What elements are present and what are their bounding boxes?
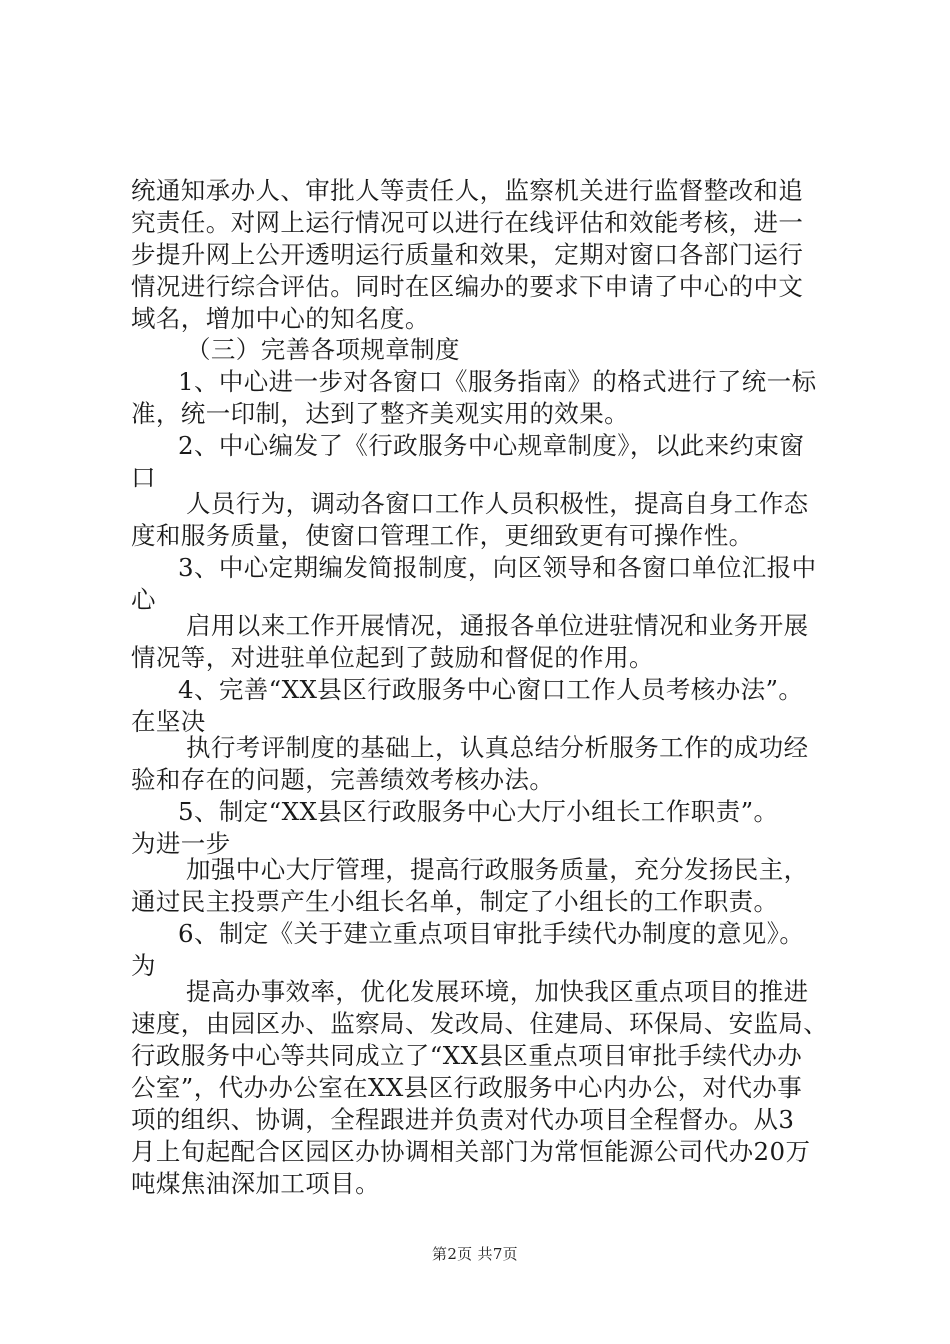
text-line: 提高办事效率，优化发展环境，加快我区重点项目的推进 bbox=[186, 977, 809, 1006]
text-line: 速度，由园区办、监察局、发改局、住建局、环保局、安监局、 bbox=[131, 1009, 829, 1038]
text-line: 通过民主投票产生小组长名单，制定了小组长的工作职责。 bbox=[131, 887, 779, 916]
text-line: 域名，增加中心的知名度。 bbox=[131, 304, 430, 333]
text-line: 4、完善“XX县区行政服务中心窗口工作人员考核办法”。 bbox=[178, 675, 804, 704]
text-line: 步提升网上公开透明运行质量和效果，定期对窗口各部门运行 bbox=[131, 240, 804, 269]
text-line: 人员行为，调动各窗口工作人员积极性，提高自身工作态 bbox=[186, 489, 809, 518]
text-line: 为 bbox=[131, 951, 156, 980]
text-line: 准，统一印制，达到了整齐美观实用的效果。 bbox=[131, 399, 629, 428]
text-line: 情况进行综合评估。同时在区编办的要求下申请了中心的中文 bbox=[131, 272, 804, 301]
text-line: 2、中心编发了《行政服务中心规章制度》，以此来约束窗 bbox=[178, 431, 805, 460]
text-line: 验和存在的问题，完善绩效考核办法。 bbox=[131, 765, 555, 794]
text-line: 3、中心定期编发简报制度，向区领导和各窗口单位汇报中 bbox=[178, 553, 817, 582]
text-line: 情况等，对进驻单位起到了鼓励和督促的作用。 bbox=[131, 643, 654, 672]
text-line: 为进一步 bbox=[131, 829, 231, 858]
page-footer: 第2页 共7页 bbox=[432, 1245, 518, 1263]
text-line: 吨煤焦油深加工项目。 bbox=[131, 1169, 380, 1198]
text-line: 行政服务中心等共同成立了“XX县区重点项目审批手续代办办 bbox=[131, 1041, 803, 1070]
text-line: 统通知承办人、审批人等责任人，监察机关进行监督整改和追 bbox=[131, 176, 804, 205]
text-line: 6、制定《关于建立重点项目审批手续代办制度的意见》。 bbox=[178, 919, 805, 948]
text-line: 在坚决 bbox=[131, 707, 206, 736]
text-line: 启用以来工作开展情况，通报各单位进驻情况和业务开展 bbox=[186, 611, 809, 640]
text-line: 1、中心进一步对各窗口《服务指南》的格式进行了统一标 bbox=[178, 367, 817, 396]
text-line: 项的组织、协调，全程跟进并负责对代办项目全程督办。从3 bbox=[131, 1105, 795, 1134]
text-line: 公室”，代办办公室在XX县区行政服务中心内办公，对代办事 bbox=[131, 1073, 803, 1102]
text-line: 心 bbox=[131, 585, 156, 614]
text-line: 执行考评制度的基础上，认真总结分析服务工作的成功经 bbox=[186, 733, 809, 762]
text-line: 5、制定“XX县区行政服务中心大厅小组长工作职责”。 bbox=[178, 797, 779, 826]
text-line: 月上旬起配合区园区办协调相关部门为常恒能源公司代办20万 bbox=[131, 1137, 811, 1166]
text-line: 究责任。对网上运行情况可以进行在线评估和效能考核，进一 bbox=[131, 208, 804, 237]
text-line: 加强中心大厅管理，提高行政服务质量，充分发扬民主， bbox=[186, 855, 809, 884]
text-line: 度和服务质量，使窗口管理工作，更细致更有可操作性。 bbox=[131, 521, 754, 550]
text-line: 口 bbox=[131, 463, 156, 492]
section-heading: （三）完善各项规章制度 bbox=[186, 335, 460, 364]
